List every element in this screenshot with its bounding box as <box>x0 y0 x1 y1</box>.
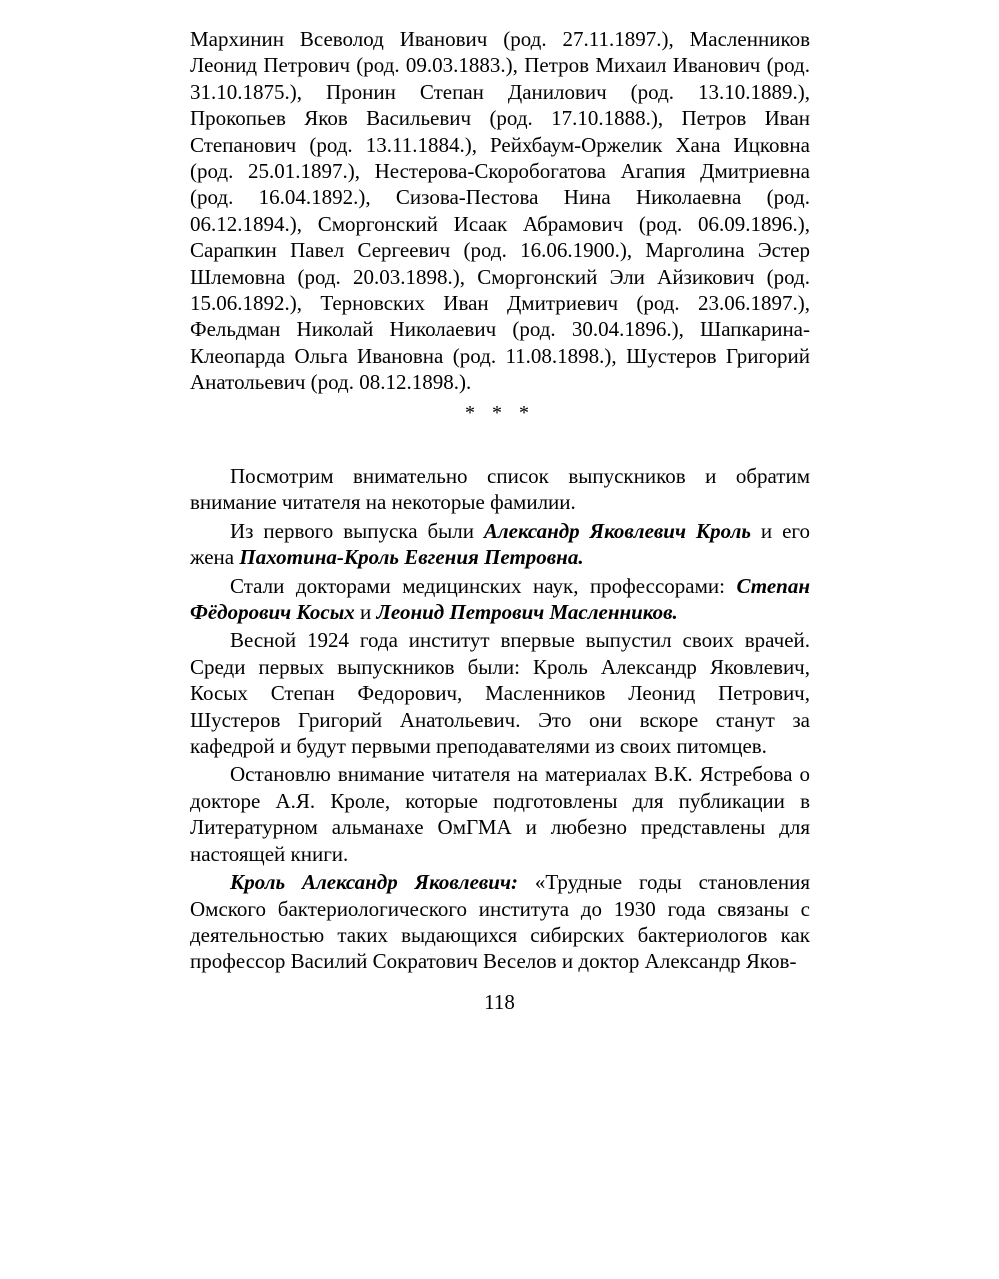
page-number: 118 <box>484 990 515 1014</box>
name-maslennikov: Леонид Петрович Масленников. <box>376 600 678 625</box>
paragraph-3-mid: и <box>354 600 377 625</box>
paragraph-2-start: Из первого выпуска были <box>230 518 484 543</box>
paragraph-3-start: Стали докторами медицинских наук, профессорами: <box>230 573 737 598</box>
name-kosykh: Степан Фёдорович Косых <box>190 573 810 625</box>
body-text <box>190 463 810 977</box>
quote-author: Кроль Александр Яковлевич: <box>230 870 518 895</box>
section-separator: * * * <box>465 402 535 424</box>
quote-text: «Трудные годы становления Омского бактериологического института до 1930 года связаны с деятельностью таких выдающихся сибирских бактериологов как профессор Василий Сократович Веселов и доктор Александр Яков- <box>190 870 810 974</box>
paragraph-6 <box>190 869 810 975</box>
name-pakhotina-krol: Пахотина-Кроль Евгения Петровна. <box>239 545 584 570</box>
paragraph-5: Остановлю внимание читателя на материалах В.К. Ястребова о докторе А.Я. Кроле, которые подготовлены для публикации в Литературном альманахе ОмГМА и любезно представлены для настоящей книги. <box>190 762 810 866</box>
paragraph-2-mid: и его жена <box>190 518 810 570</box>
paragraph-1: Посмотрим внимательно список выпускников и обратим внимание читателя на некоторые фамилии. <box>190 464 810 515</box>
graduates-list-paragraph: Мархинин Всеволод Иванович (род. 27.11.1897.), Масленников Леонид Петрович (род. 09.03.1883.), Петров Михаил Иванович (род. 31.10.1875.), Пронин Степан Данилович (род. 13.10.1889.), Прокопьев Яков Васильевич (род. 17.10.1888.), Петров Иван Степанович (род. 13.11.1884.), Рейхбаум-Оржелик Хана Ицковна (род. 25.01.1897.), Нестерова-Скоробогатова Агапия Дмитриевна (род. 16.04.1892.), Сизова-Пестова Нина Николаевна (род. 06.12.1894.), Сморгонский Исаак Абрамович (род. 06.09.1896.), Сарапкин Павел Сергеевич (род. 16.06.1900.), Марголина Эстер Шлемовна (род. 20.03.1898.), Сморгонский Эли Айзикович (род. 15.06.1892.), Терновских Иван Дмитриевич (род. 23.06.1897.), Фельдман Николай Николаевич (род. 30.04.1896.), Шапкарина-Клеопарда Ольга Ивановна (род. 11.08.1898.), Шустеров Григорий Анатольевич (род. 08.12.1898.). <box>190 27 810 395</box>
paragraph-3 <box>190 573 810 626</box>
paragraph-2 <box>190 518 810 571</box>
name-krol-alexander: Александр Яковлевич Кроль <box>483 518 751 543</box>
paragraph-4: Весной 1924 года институт впервые выпустил своих врачей. Среди первых выпускников были: Кроль Александр Яковлевич, Косых Степан Федорович, Масленников Леонид Петрович, Шустеров Григорий Анатольевич. Это они вскоре станут за кафедрой и будут первыми преподавателями из своих питомцев. <box>190 628 810 759</box>
